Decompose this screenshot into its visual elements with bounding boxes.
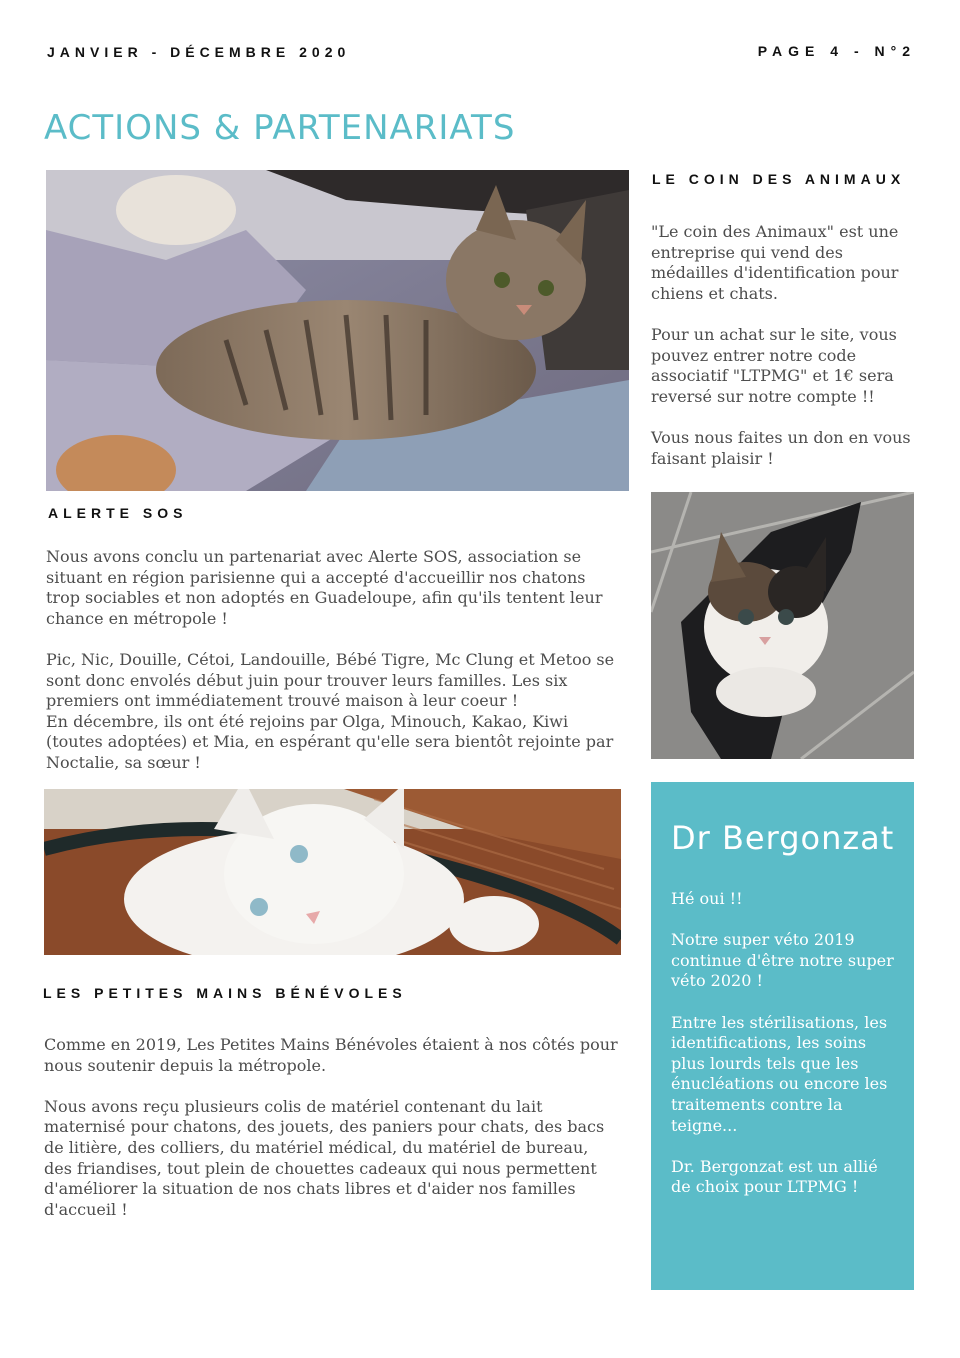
header-period: JANVIER - DÉCEMBRE 2020: [47, 44, 351, 60]
coin-animaux-text: "Le coin des Animaux" est une entreprise qui vend des médailles d'identification pour chiens et chats. Pour un achat sur le site, vous pouvez entrer notre code associatif "LTPMG" et 1€ sera reversé sur notre compte !! Vous nous faites un don en vous faisant plaisir !: [651, 222, 911, 468]
calico-kitten-photo: [651, 492, 914, 759]
dr-bergonzat-title: Dr Bergonzat: [671, 819, 895, 857]
white-cat-photo: [44, 789, 621, 955]
alerte-sos-heading: ALERTE SOS: [48, 505, 188, 521]
coin-animaux-heading: LE COIN DES ANIMAUX: [652, 171, 906, 187]
petites-mains-heading: LES PETITES MAINS BÉNÉVOLES: [43, 985, 407, 1001]
alerte-sos-text: Nous avons conclu un partenariat avec Alerte SOS, association se situant en région parisienne qui a accepté d'accueillir nos chatons trop sociables et non adoptés en Guadeloupe, afin qu'ils tentent leur chance en métropole ! Pic, Nic, Douille, Cétoi, Landouille, Bébé Tigre, Mc Clung et Metoo se sont donc envolés début juin pour trouver leurs familles. Les six premiers ont immédiatement trouvé maison à leur coeur ! En décembre, ils ont été rejoins par Olga, Minouch, Kakao, Kiwi (toutes adoptées) et Mia, en espérant qu'elle sera bientôt rejointe par Noctalie, sa sœur !: [46, 547, 615, 772]
petites-mains-text: Comme en 2019, Les Petites Mains Bénévoles étaient à nos côtés pour nous soutenir depuis la métropole. Nous avons reçu plusieurs colis de matériel contenant du lait maternisé pour chatons, des jouets, des paniers pour chats, des bacs de litière, des colliers, du matériel médical, du matériel de bureau, des friandises, tout plein de chouettes cadeaux qui nous permettent d'améliorer la situation de nos chats libres et d'aider nos familles d'accueil !: [44, 1035, 618, 1219]
dr-bergonzat-panel: [651, 782, 914, 1290]
tabby-kitten-photo: [46, 170, 629, 491]
header-page-number: PAGE 4 - N°2: [757, 43, 916, 59]
section-title: ACTIONS & PARTENARIATS: [44, 108, 516, 148]
dr-bergonzat-text: Hé oui !! Notre super véto 2019 continue d'être notre super véto 2020 ! Entre les stérilisations, les identifications, les soins plus lourds tels que les énucléations ou encore les traitements contre la teigne... Dr. Bergonzat est un allié de choix pour LTPMG !: [671, 889, 894, 1197]
